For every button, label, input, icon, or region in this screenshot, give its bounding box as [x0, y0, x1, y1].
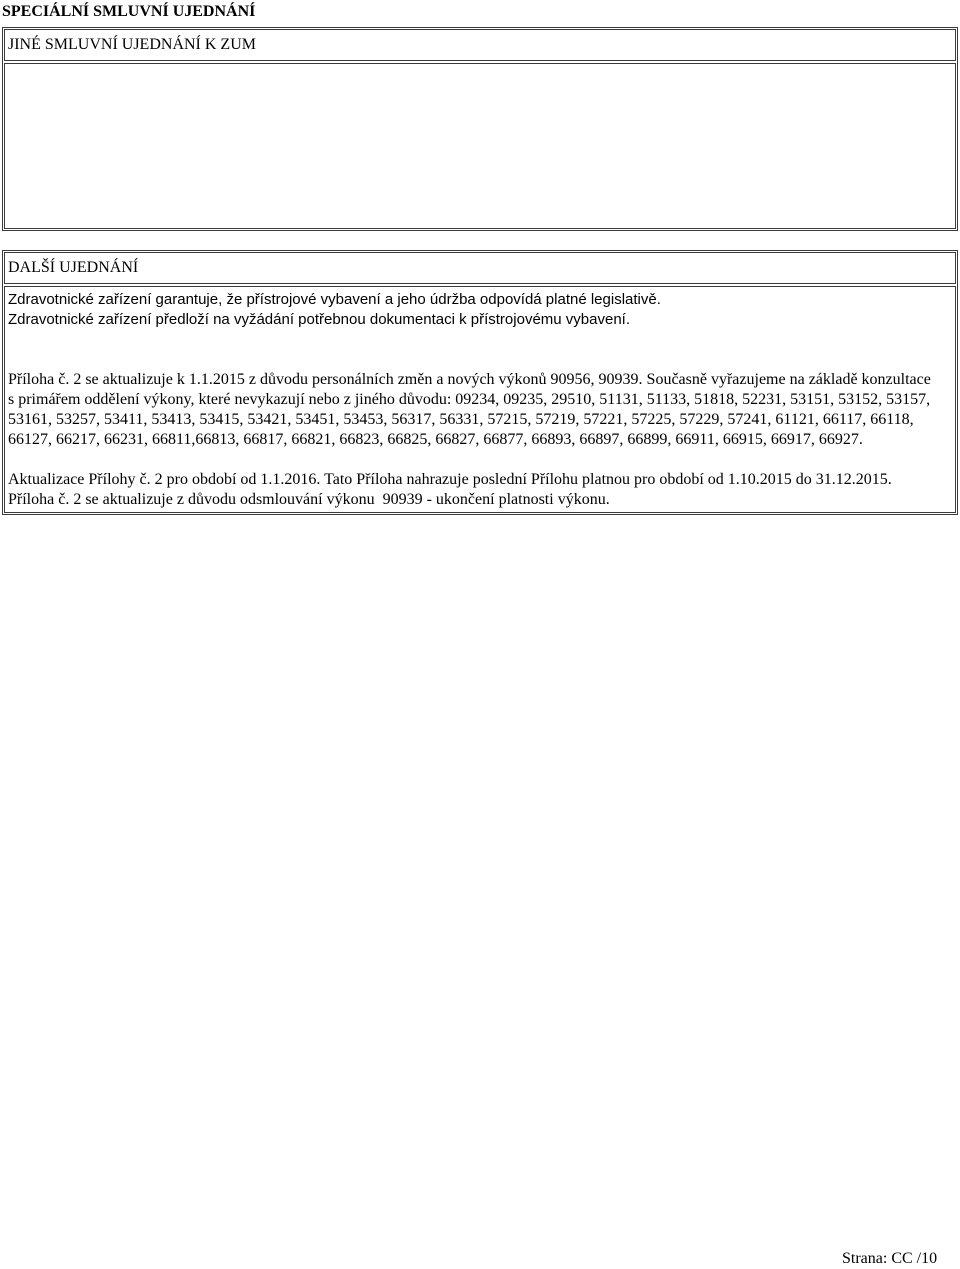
- other-agreements-zum-content: [4, 63, 956, 229]
- paragraph-spacer: [8, 330, 955, 370]
- annex-update-2015-line: Příloha č. 2 se aktualizuje k 1.1.2015 z důvodu personálních změn a nových výkonů 90956, 90939. Současně vyřazujeme na základě konzultace: [8, 371, 931, 388]
- annex-update-2015-line: 66127, 66217, 66231, 66811,66813, 66817, 66821, 66823, 66825, 66827, 66877, 66893, 66897, 66899, 66911, 66915, 66917, 66927.: [8, 431, 863, 448]
- further-agreements-section: [2, 250, 958, 515]
- equipment-line: Zdravotnické zařízení garantuje, že přístrojové vybavení a jeho údržba odpovídá platné legislativě.: [8, 291, 661, 308]
- annex-update-2015-line: s primářem oddělení výkony, které nevykazují nebo z jiného důvodu: 09234, 09235, 29510, 51131, 51133, 51818, 52231, 53151, 53152, 53157,: [8, 391, 931, 408]
- annex-update-2016-line: Aktualizace Přílohy č. 2 pro období od 1.1.2016. Tato Příloha nahrazuje poslední Přílohu platnou pro období od 1.10.2015 do 31.12.2015.: [8, 471, 892, 488]
- paragraph-spacer: [8, 450, 955, 470]
- annex-update-2016-line: Příloha č. 2 se aktualizuje z důvodu odsmlouvání výkonu 90939 - ukončení platnosti výkonu.: [8, 491, 610, 508]
- further-agreements-content: [4, 286, 956, 513]
- other-agreements-zum-heading: JINÉ SMLUVNÍ UJEDNÁNÍ K ZUM: [4, 29, 956, 61]
- further-agreements-heading: DALŠÍ UJEDNÁNÍ: [4, 252, 956, 284]
- equipment-line: Zdravotnické zařízení předloží na vyžádání potřebnou dokumentaci k přístrojovému vybavení.: [8, 311, 630, 328]
- annex-update-2015-line: 53161, 53257, 53411, 53413, 53415, 53421, 53451, 53453, 56317, 56331, 57215, 57219, 57221, 57225, 57229, 57241, 61121, 66117, 66118,: [8, 411, 914, 428]
- other-agreements-zum-section: [2, 27, 958, 231]
- document-title: SPECIÁLNÍ SMLUVNÍ UJEDNÁNÍ: [2, 3, 256, 20]
- page-number-footer: Strana: CC /10: [842, 1250, 938, 1267]
